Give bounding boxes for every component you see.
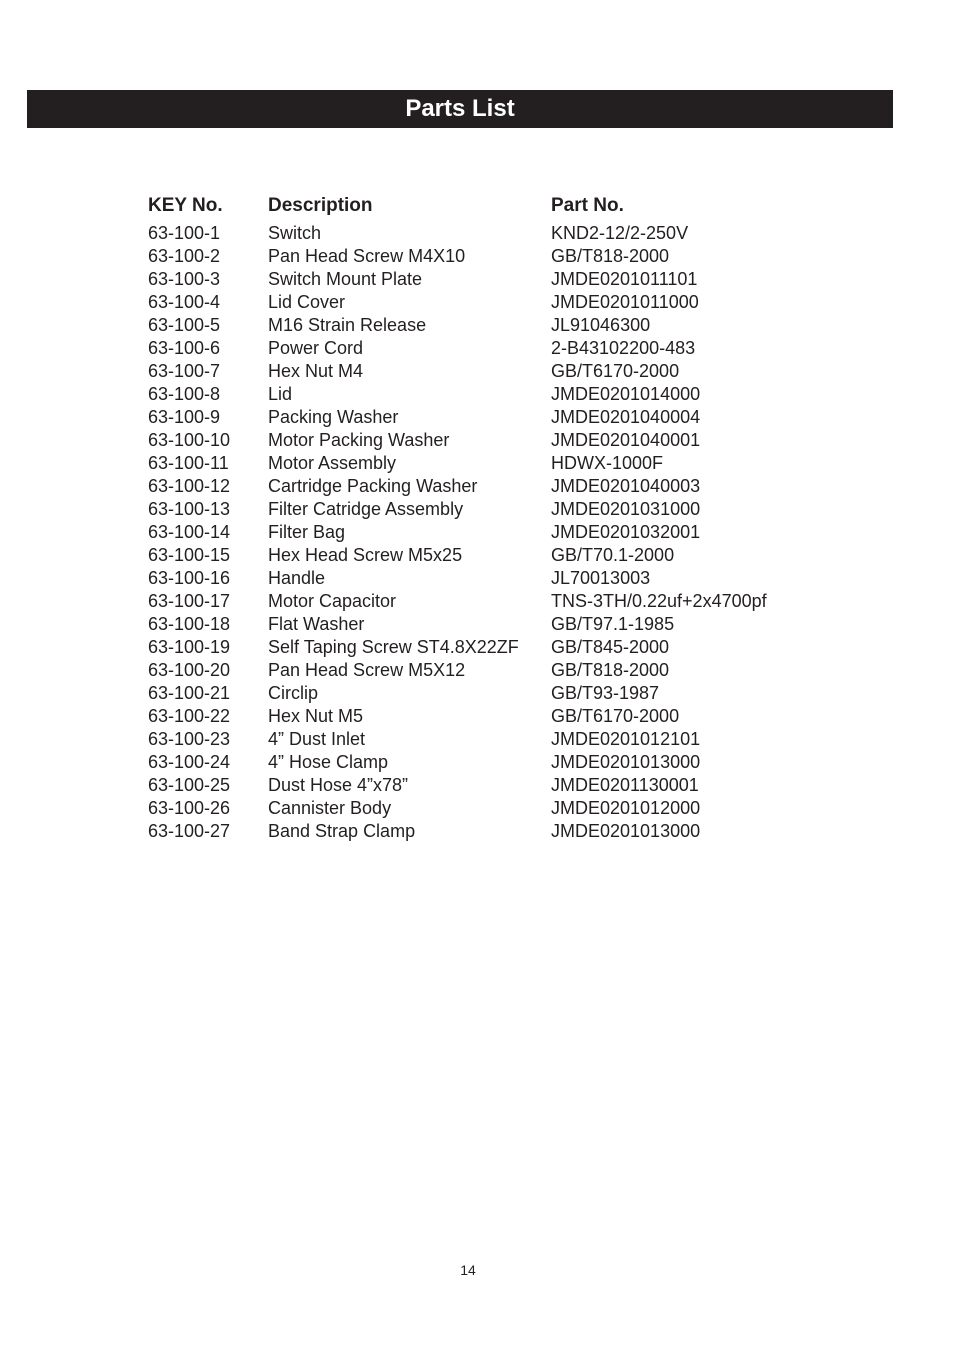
cell-key: 63-100-17 (148, 591, 231, 611)
table-row (148, 820, 848, 843)
cell-description: Hex Nut M4 (268, 361, 364, 381)
parts-table (148, 193, 848, 843)
cell-key: 63-100-1 (148, 223, 221, 243)
table-row (148, 222, 848, 245)
cell-part: JMDE0201032001 (551, 522, 701, 542)
table-row (148, 590, 848, 613)
cell-description: Hex Nut M5 (268, 706, 364, 726)
cell-key: 63-100-12 (148, 476, 231, 496)
cell-description: Pan Head Screw M5X12 (268, 660, 466, 680)
cell-part: JMDE0201011000 (551, 292, 699, 312)
cell-part: GB/T70.1-2000 (551, 545, 675, 565)
cell-part: GB/T6170-2000 (551, 361, 680, 381)
cell-key: 63-100-3 (148, 269, 221, 289)
cell-description: Hex Head Screw M5x25 (268, 545, 463, 565)
cell-part: JMDE0201012000 (551, 798, 701, 818)
cell-part: GB/T818-2000 (551, 246, 670, 266)
cell-part: KND2-12/2-250V (551, 223, 689, 243)
table-row (148, 521, 848, 544)
cell-part: GB/T6170-2000 (551, 706, 680, 726)
cell-description: Circlip (268, 683, 319, 703)
cell-key: 63-100-25 (148, 775, 231, 795)
cell-description: Self Taping Screw ST4.8X22ZF (268, 637, 519, 657)
cell-description: Lid Cover (268, 292, 346, 312)
cell-part: JMDE0201130001 (551, 775, 699, 795)
cell-key: 63-100-10 (148, 430, 231, 450)
table-row (148, 567, 848, 590)
cell-part: HDWX-1000F (551, 453, 664, 473)
cell-part: GB/T845-2000 (551, 637, 670, 657)
column-header-part: Part No. (551, 195, 624, 216)
cell-description: Motor Packing Washer (268, 430, 450, 450)
cell-key: 63-100-6 (148, 338, 221, 358)
cell-description: Handle (268, 568, 326, 588)
table-row (148, 751, 848, 774)
cell-description: Power Cord (268, 338, 364, 358)
cell-description: 4” Dust Inlet (268, 729, 366, 749)
table-row (148, 475, 848, 498)
table-row (148, 705, 848, 728)
cell-description: M16 Strain Release (268, 315, 427, 335)
cell-description: Motor Capacitor (268, 591, 397, 611)
cell-part: JL91046300 (551, 315, 651, 335)
cell-key: 63-100-24 (148, 752, 231, 772)
cell-description: Pan Head Screw M4X10 (268, 246, 466, 266)
cell-key: 63-100-21 (148, 683, 231, 703)
table-row (148, 544, 848, 567)
cell-description: Cannister Body (268, 798, 392, 818)
cell-key: 63-100-8 (148, 384, 221, 404)
cell-part: JMDE0201014000 (551, 384, 701, 404)
table-row (148, 314, 848, 337)
cell-description: Switch (268, 223, 322, 243)
table-row (148, 291, 848, 314)
cell-key: 63-100-7 (148, 361, 221, 381)
cell-key: 63-100-15 (148, 545, 231, 565)
page-title: Parts List (405, 95, 515, 122)
cell-description: Band Strap Clamp (268, 821, 416, 841)
cell-part: JMDE0201040003 (551, 476, 701, 496)
cell-part: JMDE0201013000 (551, 752, 701, 772)
cell-description: Dust Hose 4”x78” (268, 775, 409, 795)
table-row (148, 337, 848, 360)
cell-part: JMDE0201040004 (551, 407, 701, 427)
table-row (148, 452, 848, 475)
cell-key: 63-100-14 (148, 522, 231, 542)
cell-part: GB/T818-2000 (551, 660, 670, 680)
cell-part: JMDE0201011101 (551, 269, 698, 289)
cell-key: 63-100-20 (148, 660, 231, 680)
table-row (148, 498, 848, 521)
table-row (148, 245, 848, 268)
cell-description: Filter Catridge Assembly (268, 499, 464, 519)
cell-part: GB/T93-1987 (551, 683, 660, 703)
cell-part: JMDE0201031000 (551, 499, 701, 519)
cell-part: JMDE0201013000 (551, 821, 701, 841)
cell-key: 63-100-18 (148, 614, 231, 634)
cell-key: 63-100-22 (148, 706, 231, 726)
title-bar (27, 90, 893, 128)
cell-key: 63-100-2 (148, 246, 221, 266)
table-row (148, 429, 848, 452)
table-row (148, 613, 848, 636)
table-row (148, 774, 848, 797)
cell-part: JL70013003 (551, 568, 651, 588)
cell-key: 63-100-23 (148, 729, 231, 749)
table-row (148, 797, 848, 820)
cell-part: JMDE0201040001 (551, 430, 701, 450)
cell-key: 63-100-9 (148, 407, 221, 427)
cell-key: 63-100-16 (148, 568, 231, 588)
cell-description: Motor Assembly (268, 453, 397, 473)
cell-description: Packing Washer (268, 407, 399, 427)
table-body (148, 222, 848, 843)
table-row (148, 728, 848, 751)
cell-description: Flat Washer (268, 614, 365, 634)
cell-key: 63-100-5 (148, 315, 221, 335)
cell-description: Switch Mount Plate (268, 269, 423, 289)
table-row (148, 636, 848, 659)
cell-key: 63-100-13 (148, 499, 231, 519)
table-row (148, 682, 848, 705)
cell-key: 63-100-26 (148, 798, 231, 818)
cell-key: 63-100-27 (148, 821, 231, 841)
cell-part: 2-B43102200-483 (551, 338, 696, 358)
cell-key: 63-100-4 (148, 292, 221, 312)
cell-part: JMDE0201012101 (551, 729, 701, 749)
cell-description: Filter Bag (268, 522, 346, 542)
cell-key: 63-100-11 (148, 453, 229, 473)
page-number: 14 (460, 1262, 476, 1278)
cell-key: 63-100-19 (148, 637, 231, 657)
column-header-key: KEY No. (148, 195, 223, 216)
table-row (148, 360, 848, 383)
table-row (148, 268, 848, 291)
cell-part: GB/T97.1-1985 (551, 614, 675, 634)
cell-description: Cartridge Packing Washer (268, 476, 478, 496)
cell-description: 4” Hose Clamp (268, 752, 389, 772)
cell-description: Lid (268, 384, 293, 404)
table-row (148, 406, 848, 429)
table-row (148, 659, 848, 682)
column-header-description: Description (268, 195, 373, 216)
cell-part: TNS-3TH/0.22uf+2x4700pf (551, 591, 767, 611)
table-row (148, 383, 848, 406)
table-header-row (148, 193, 848, 219)
